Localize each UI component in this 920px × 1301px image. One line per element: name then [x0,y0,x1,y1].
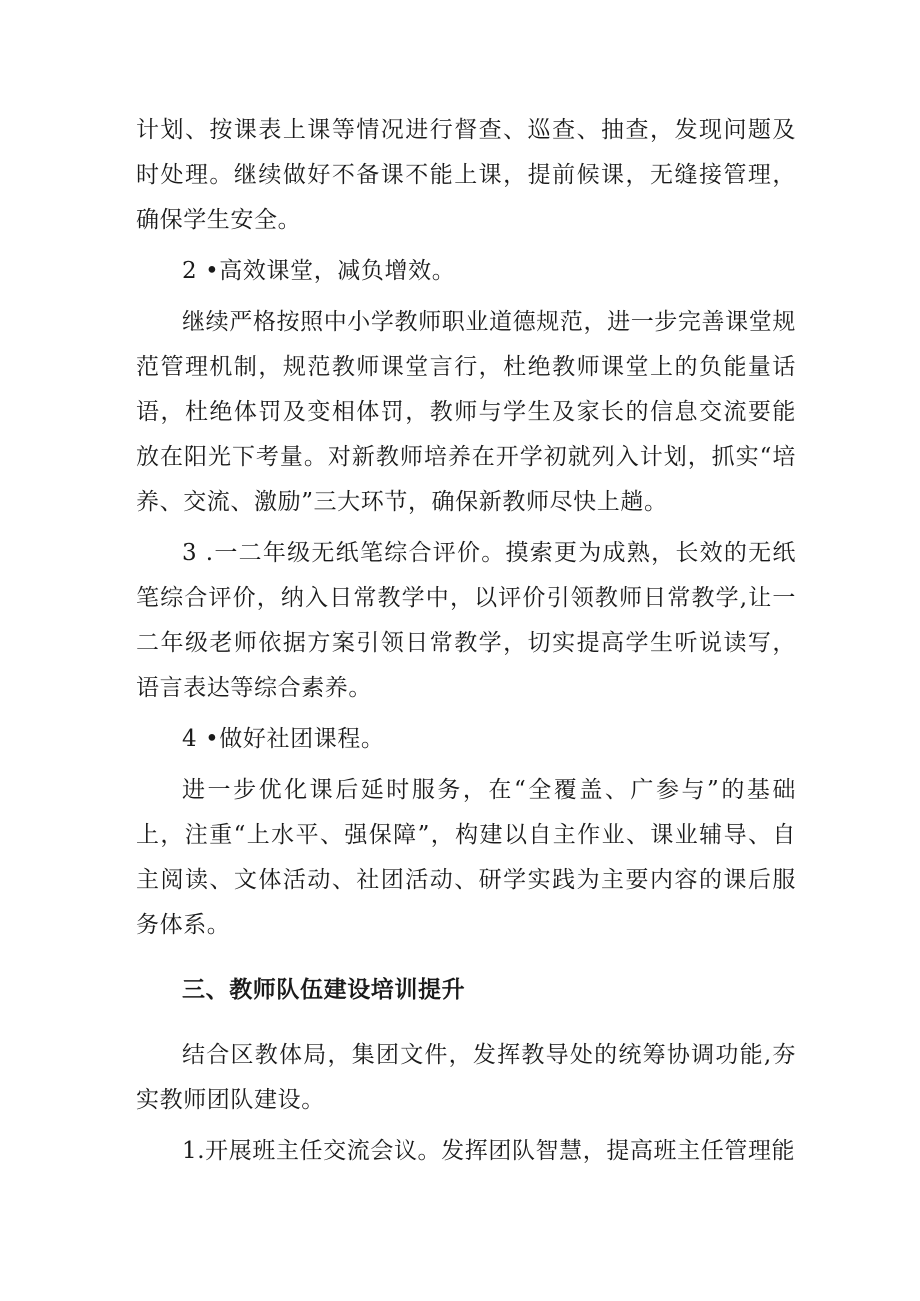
item-3-paragraph: 3 .一二年级无纸笔综合评价。摸索更为成熟，长效的无纸笔综合评价，纳入日常教学中，以评价引领教师日常教学,让一二年级老师依据方案引领日常教学，切实提高学生听说读写，语言表达等综合素养。 [136,540,796,701]
paragraph-efficient-classroom: 继续严格按照中小学教师职业道德规范，进一步完善课堂规范管理机制，规范教师课堂言行，杜绝教师课堂上的负能量话语，杜绝体罚及变相体罚，教师与学生及家长的信息交流要能放在阳光下考量。对新教师培养在开学初就列入计划，抓实“培养、交流、激励”三大环节，确保新教师尽快上趟。 [136,309,796,515]
document-body [136,108,796,1174]
item-2-title: 2 •高效课堂，减负增效。 [182,258,456,284]
paragraph-team-building: 结合区教体局，集团文件，发挥教导处的统筹协调功能,夯实教师团队建设。 [136,1042,796,1113]
item-4-title: 4 •做好社团课程。 [182,726,385,752]
item-1-paragraph: 1.开展班主任交流会议。发挥团队智慧，提高班主任管理能 [182,1138,796,1164]
paragraph-continuation: 计划、按课表上课等情况进行督查、巡查、抽查，发现问题及时处理。继续做好不备课不能上课，提前候课，无缝接管理，确保学生安全。 [136,117,796,233]
paragraph-after-school-service: 进一步优化课后延时服务，在“全覆盖、广参与”的基础上，注重“上水平、强保障”，构建以自主作业、课业辅导、自主阅读、文体活动、社团活动、研学实践为主要内容的课后服务体系。 [136,777,796,938]
section-heading: 三、教师队伍建设培训提升 [182,977,466,1003]
